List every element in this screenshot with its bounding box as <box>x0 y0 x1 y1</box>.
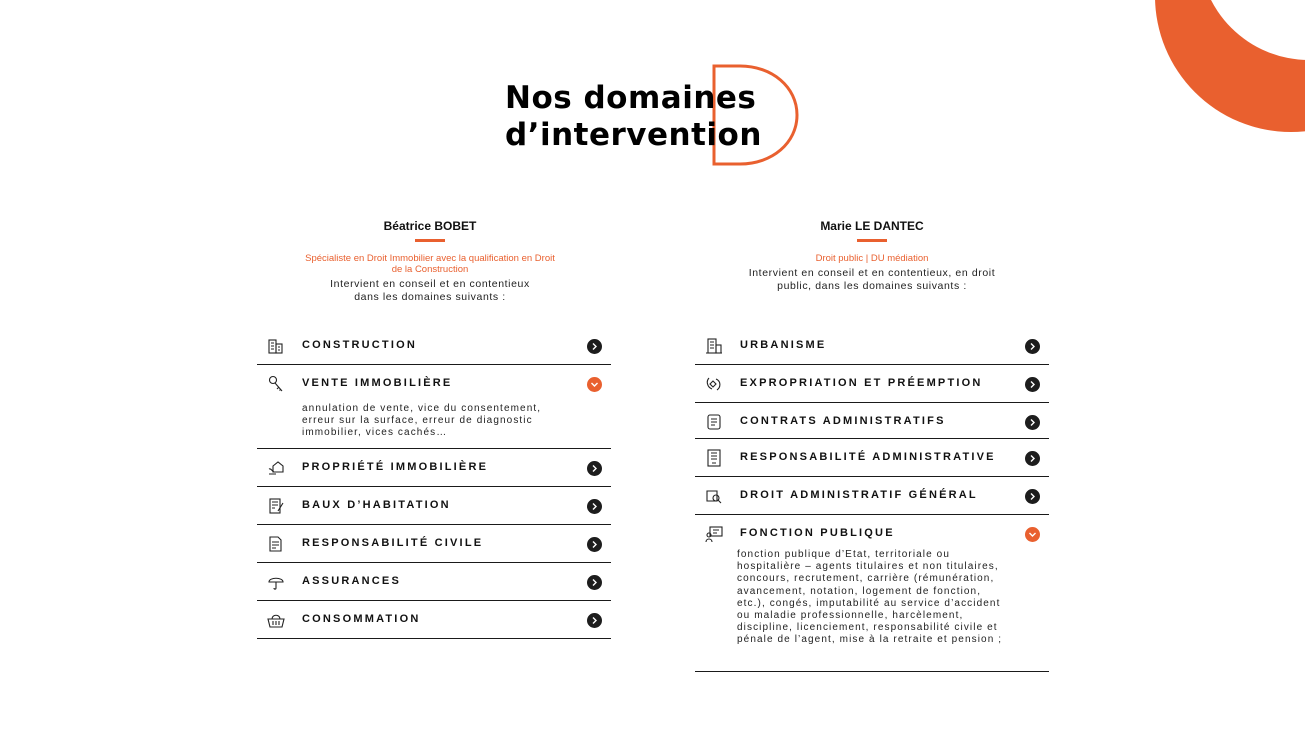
exchange-icon <box>705 375 723 393</box>
accordion-header[interactable] <box>695 477 1049 514</box>
chevron-right-icon[interactable] <box>587 537 602 552</box>
accordion-header[interactable] <box>257 449 611 486</box>
search-doc-icon <box>705 487 723 505</box>
accordion-label: RESPONSABILITÉ CIVILE <box>302 536 484 549</box>
house-hand-icon <box>267 459 285 477</box>
key-icon <box>267 375 285 393</box>
accordion-label: URBANISME <box>740 339 827 351</box>
accordion-item[interactable] <box>695 477 1049 515</box>
lawyer-profile-right <box>715 219 1029 293</box>
accordion-item[interactable] <box>257 525 611 563</box>
chevron-right-icon[interactable] <box>587 499 602 514</box>
basket-icon <box>267 611 285 629</box>
accent-underline <box>857 239 887 242</box>
lawyer-specialty: Droit public | DU médiation <box>815 253 929 264</box>
chevron-right-icon[interactable] <box>587 613 602 628</box>
accordion-label: CONSTRUCTION <box>302 339 418 351</box>
accordion-label: CONSOMMATION <box>302 612 421 625</box>
accordion-item[interactable] <box>695 439 1049 477</box>
lawyer-specialty: Spécialiste en Droit Immobilier avec la qualification en Droit de la Construction <box>305 253 555 275</box>
chevron-down-icon[interactable] <box>587 377 602 392</box>
lawyer-description: Intervient en conseil et en contentieux, en droit public, dans les domaines suivants : <box>748 267 996 292</box>
chevron-right-icon[interactable] <box>587 461 602 476</box>
accordion-item[interactable] <box>257 563 611 601</box>
accordion-label: BAUX D’HABITATION <box>302 498 451 511</box>
lawyer-name: Béatrice BOBET <box>383 219 477 233</box>
chevron-right-icon[interactable] <box>1025 489 1040 504</box>
domain-list-right <box>695 327 1049 672</box>
chevron-right-icon[interactable] <box>1025 451 1040 466</box>
section-header <box>505 62 805 172</box>
lawyer-profile-left <box>275 219 585 304</box>
accordion-content: annulation de vente, vice du consentement, erreur sur la surface, erreur de diagnostic immobilier, vices cachés… <box>302 403 542 439</box>
city-icon <box>705 337 723 355</box>
accordion-item[interactable] <box>257 449 611 487</box>
accordion-label: CONTRATS ADMINISTRATIFS <box>740 415 946 427</box>
contract-icon <box>267 497 285 515</box>
accordion-header[interactable] <box>257 365 611 403</box>
accordion-item[interactable] <box>257 487 611 525</box>
accordion-item[interactable] <box>695 515 1049 672</box>
accordion-header[interactable] <box>695 515 1049 549</box>
accordion-content: fonction publique d’Etat, territoriale ou hospitalière – agents titulaires et non titulaires, concours, recrutement, carrière (rémunération, avancement, notation, logement de fonction, etc.), congés, imputabilité au service d’accident ou maladie professionnelle, harcèlement, discipline, licenciement, responsabilité civile et pénale de l’agent, mise à la retraite et pension ; <box>737 549 1003 646</box>
chevron-down-icon[interactable] <box>1025 527 1040 542</box>
accordion-header[interactable] <box>257 563 611 600</box>
accordion-label: FONCTION PUBLIQUE <box>740 527 895 539</box>
accordion-item[interactable] <box>257 327 611 365</box>
decorative-corner-arc <box>1155 0 1305 132</box>
accordion-label: EXPROPRIATION ET PRÉEMPTION <box>740 377 983 389</box>
chevron-right-icon[interactable] <box>587 339 602 354</box>
accordion-header[interactable] <box>695 327 1049 364</box>
accordion-header[interactable] <box>257 601 611 638</box>
accordion-label: ASSURANCES <box>302 574 402 587</box>
umbrella-icon <box>267 573 285 591</box>
accordion-header[interactable] <box>695 439 1049 476</box>
accordion-label: RESPONSABILITÉ ADMINISTRATIVE <box>740 451 996 463</box>
accordion-item[interactable] <box>695 327 1049 365</box>
accordion-header[interactable] <box>257 487 611 524</box>
accordion-item[interactable] <box>695 403 1049 439</box>
document-icon <box>267 535 285 553</box>
accordion-item[interactable] <box>257 601 611 639</box>
accent-underline <box>415 239 445 242</box>
chevron-right-icon[interactable] <box>1025 377 1040 392</box>
presentation-icon <box>705 525 723 543</box>
building-icon <box>267 337 285 355</box>
domain-list-left <box>257 327 611 639</box>
page-title: Nos domaines d’intervention <box>505 80 762 153</box>
chevron-right-icon[interactable] <box>1025 415 1040 430</box>
accordion-header[interactable] <box>695 365 1049 402</box>
accordion-header[interactable] <box>257 327 611 364</box>
accordion-label: PROPRIÉTÉ IMMOBILIÈRE <box>302 460 489 473</box>
chevron-right-icon[interactable] <box>1025 339 1040 354</box>
accordion-item[interactable] <box>257 365 611 449</box>
accordion-header[interactable] <box>695 403 1049 438</box>
accordion-label: VENTE IMMOBILIÈRE <box>302 377 453 389</box>
lawyer-description: Intervient en conseil et en contentieux dans les domaines suivants : <box>330 278 530 303</box>
accordion-label: DROIT ADMINISTRATIF GÉNÉRAL <box>740 489 978 501</box>
accordion-item[interactable] <box>695 365 1049 403</box>
form-icon <box>705 449 723 467</box>
scroll-icon <box>705 413 723 431</box>
lawyer-name: Marie LE DANTEC <box>820 219 924 233</box>
chevron-right-icon[interactable] <box>587 575 602 590</box>
accordion-header[interactable] <box>257 525 611 562</box>
